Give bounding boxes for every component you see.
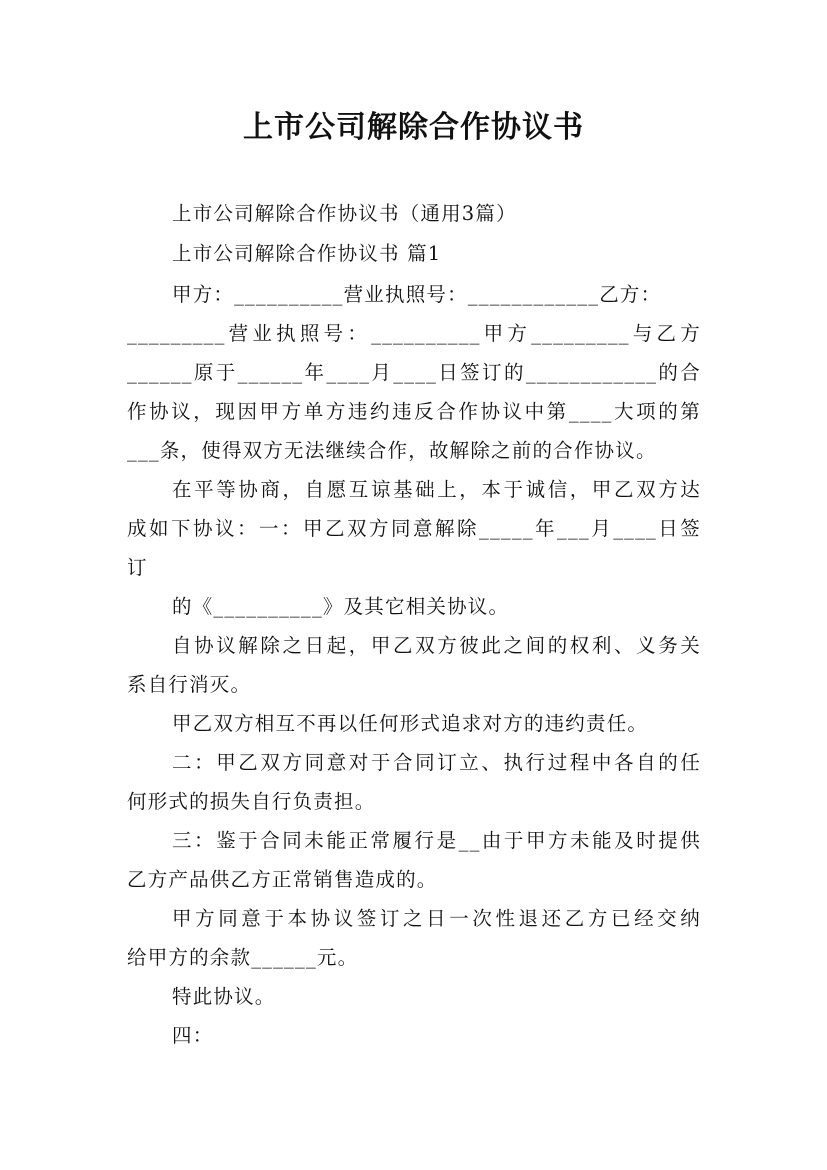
text-line: 给甲方的余款______元。 — [127, 946, 359, 969]
text-line: ______原于______年____月____日签订的____________的合 — [127, 361, 701, 384]
text-line: 订 — [127, 556, 148, 579]
text-line: ___条，使得双方无法继续合作，故解除之前的合作协议。 — [127, 439, 657, 462]
text-line: 特此协议。 — [172, 985, 276, 1008]
section-heading: 上市公司解除合作协议书 篇1 — [172, 242, 442, 265]
text-line: 甲方：__________营业执照号：____________乙方： — [172, 283, 662, 306]
text-line: 四： — [172, 1024, 214, 1047]
text-line: 在平等协商，自愿互谅基础上，本于诚信，甲乙双方达 — [172, 478, 701, 501]
text-line: 何形式的损失自行负责担。 — [127, 790, 376, 813]
text-line: 甲乙双方相互不再以任何形式追求对方的违约责任。 — [172, 712, 649, 735]
document-title: 上市公司解除合作协议书 — [243, 110, 584, 145]
text-line: 乙方产品供乙方正常销售造成的。 — [127, 868, 438, 891]
text-line: 成如下协议：一：甲乙双方同意解除_____年___月____日签 — [127, 517, 701, 540]
text-line: 系自行消灭。 — [127, 673, 252, 696]
text-line: _________营业执照号：__________甲方_________与乙方 — [127, 322, 701, 345]
subtitle-line: 上市公司解除合作协议书（通用3篇） — [172, 202, 517, 225]
text-line: 作协议，现因甲方单方违约违反合作协议中第____大项的第 — [127, 400, 701, 423]
text-line: 三：鉴于合同未能正常履行是__由于甲方未能及时提供 — [172, 829, 701, 852]
text-line: 自协议解除之日起，甲乙双方彼此之间的权利、义务关 — [172, 634, 701, 657]
text-line: 甲方同意于本协议签订之日一次性退还乙方已经交纳 — [172, 907, 701, 930]
text-line: 的《__________》及其它相关协议。 — [172, 595, 510, 618]
text-line: 二：甲乙双方同意对于合同订立、执行过程中各自的任 — [172, 751, 701, 774]
